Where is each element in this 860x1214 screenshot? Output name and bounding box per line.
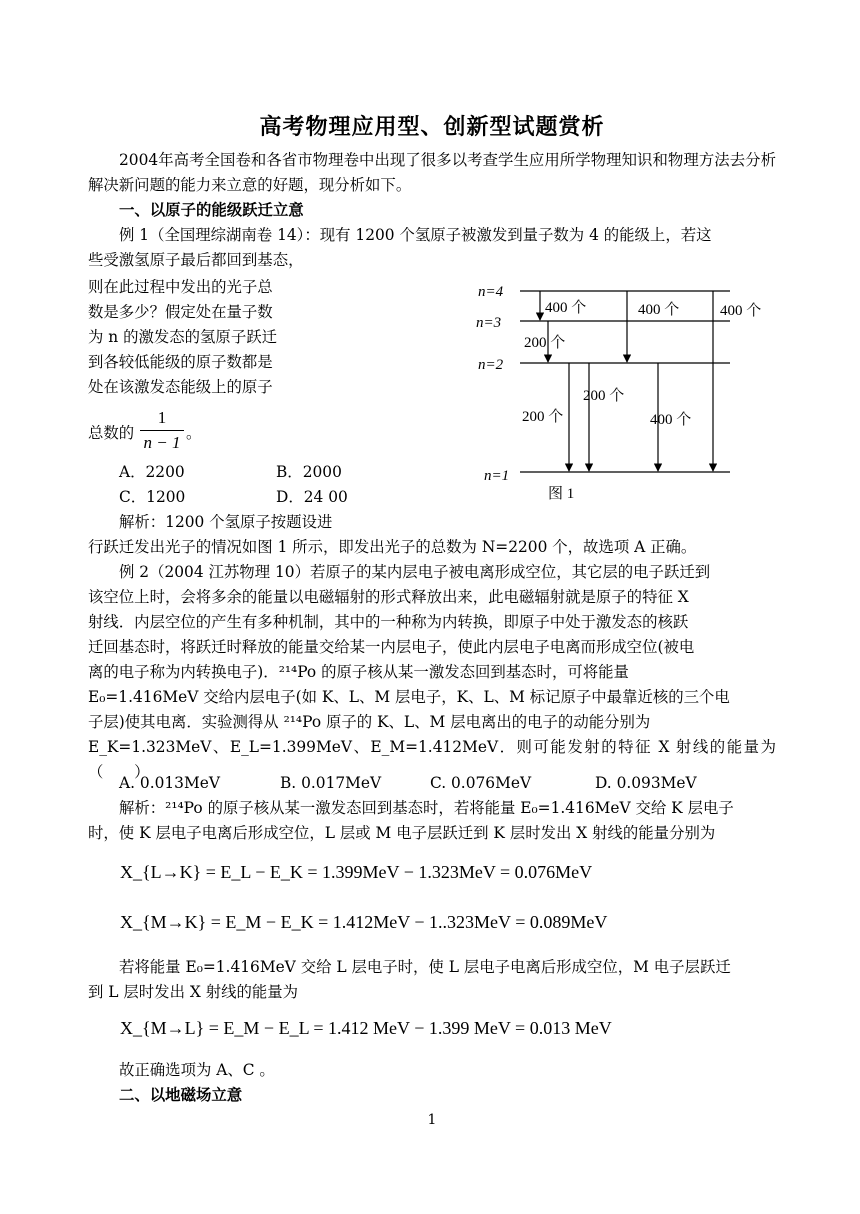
level-label-n3: n=3	[476, 315, 502, 331]
figure-caption: 图 1	[548, 486, 575, 502]
transition-label-4-2: 400 个	[638, 302, 680, 318]
page-number: 1	[427, 1112, 437, 1128]
fraction-bar	[140, 430, 184, 431]
fraction-numerator: 1	[157, 408, 167, 427]
example2-line7: 子层)使其电离．实验测得从 ²¹⁴Po 原子的 K、L、M 层电离出的电子的动能分别为	[88, 713, 651, 731]
transition-label-4-3: 400 个	[545, 300, 587, 316]
transition-label-3-2: 200 个	[524, 335, 566, 351]
example2-analysis-line1: 解析：²¹⁴Po 的原子核从某一激发态回到基态时，若将能量 E₀=1.416MeV 交给 K 层电子	[119, 799, 734, 817]
level-label-n4: n=4	[478, 284, 504, 300]
example1-wrap-1: 则在此过程中发出的光子总	[88, 278, 273, 296]
page-title: 高考物理应用型、创新型试题赏析	[259, 115, 605, 140]
intro-paragraph: 2004年高考全国卷和各省市物理卷中出现了很多以考查学生应用所学物理知识和物理方法去分析解决新问题的能力来立意的好题，现分析如下。	[88, 151, 776, 194]
example2-option-b: B. 0.017MeV	[280, 774, 382, 792]
example1-wrap-5: 处在该激发态能级上的原子	[88, 378, 273, 396]
example2-line6: E₀=1.416MeV 交给内层电子(如 K、L、M 层电子，K、L、M 标记原子中最靠近核的三个电	[88, 688, 730, 706]
transition-label-4-1: 400 个	[720, 303, 762, 319]
example1-option-c: C．1200	[119, 488, 186, 506]
transition-label-2-1-a: 200 个	[583, 388, 625, 404]
section-heading-2: 二、以地磁场立意	[119, 1086, 243, 1104]
section-heading-1: 一、以原子的能级跃迁立意	[119, 201, 304, 219]
example2-line1: 例 2（2004 江苏物理 10）若原子的某内层电子被电离形成空位，其它层的电子跃迁到	[119, 563, 711, 581]
level-label-n1: n=1	[484, 468, 510, 484]
example1-option-a: A．2200	[119, 463, 185, 481]
example2-line4: 迁回基态时，将跃迁时释放的能量交给某一内层电子，使此内层电子电离而形成空位(被电	[88, 638, 695, 656]
example1-analysis-b: 行跃迁发出光子的情况如图 1 所示，即发出光子的总数为 N=2200 个，故选项 A 正确。	[88, 538, 697, 556]
example1-wrap-2: 数是多少？假定处在量子数	[88, 303, 273, 321]
example1-analysis-a: 解析：1200 个氢原子按题设进	[119, 513, 333, 531]
example1-wrap-3: 为 n 的激发态的氢原子跃迁	[88, 328, 277, 346]
example2-line8: E_K=1.323MeV、E_L=1.399MeV、E_M=1.412MeV．则可能发射的特征 X 射线的能量为（ ）	[88, 738, 776, 781]
example1-tail-end: 。	[186, 424, 202, 442]
example1-option-d: D．24 00	[276, 488, 348, 506]
example1-line2: 些受激氢原子最后都回到基态，	[88, 251, 304, 269]
equation-m-to-k: X_{M→K} = E_M − E_K = 1.412MeV − 1..323MeV = 0.089MeV	[120, 912, 608, 932]
example2-line2: 该空位上时，会将多余的能量以电磁辐射的形式释放出来，此电磁辐射就是原子的特征 X	[88, 588, 689, 606]
example1-option-b: B．2000	[276, 463, 342, 481]
example2-analysis-line4: 到 L 层时发出 X 射线的能量为	[88, 983, 299, 1001]
example2-conclusion: 故正确选项为 A、C 。	[119, 1061, 275, 1079]
example1-wrap-4: 到各较低能级的原子数都是	[88, 353, 273, 371]
example1-tail-text: 总数的	[88, 424, 135, 442]
example2-option-c: C. 0.076MeV	[430, 774, 532, 792]
transition-label-2-1-b: 400 个	[650, 412, 692, 428]
equation-m-to-l: X_{M→L} = E_M − E_L = 1.412 MeV − 1.399 MeV = 0.013 MeV	[120, 1018, 612, 1038]
transition-label-3-1: 200 个	[522, 409, 564, 425]
example2-option-a: A. 0.013MeV	[119, 774, 220, 792]
fraction-denominator: n − 1	[143, 433, 181, 452]
example2-analysis-line3: 若将能量 E₀=1.416MeV 交给 L 层电子时，使 L 层电子电离后形成空位，M 电子层跃迁	[119, 958, 731, 976]
example1-line1: 例 1（全国理综湖南卷 14）：现有 1200 个氢原子被激发到量子数为 4 的能级上，若这	[119, 226, 712, 244]
example2-analysis-line2: 时，使 K 层电子电离后形成空位，L 层或 M 电子层跃迁到 K 层时发出 X 射线的能量分别为	[88, 824, 716, 842]
fraction-1-over-n-minus-1	[140, 408, 184, 453]
example2-option-d: D. 0.093MeV	[595, 774, 697, 792]
level-label-n2: n=2	[478, 357, 504, 373]
example2-line5: 离的电子称为内转换电子)．²¹⁴Po 的原子核从某一激发态回到基态时，可将能量	[88, 663, 629, 681]
example2-line3: 射线．内层空位的产生有多种机制，其中的一种称为内转换，即原子中处于激发态的核跃	[88, 613, 689, 631]
equation-l-to-k: X_{L→K} = E_L − E_K = 1.399MeV − 1.323MeV = 0.076MeV	[120, 862, 593, 882]
